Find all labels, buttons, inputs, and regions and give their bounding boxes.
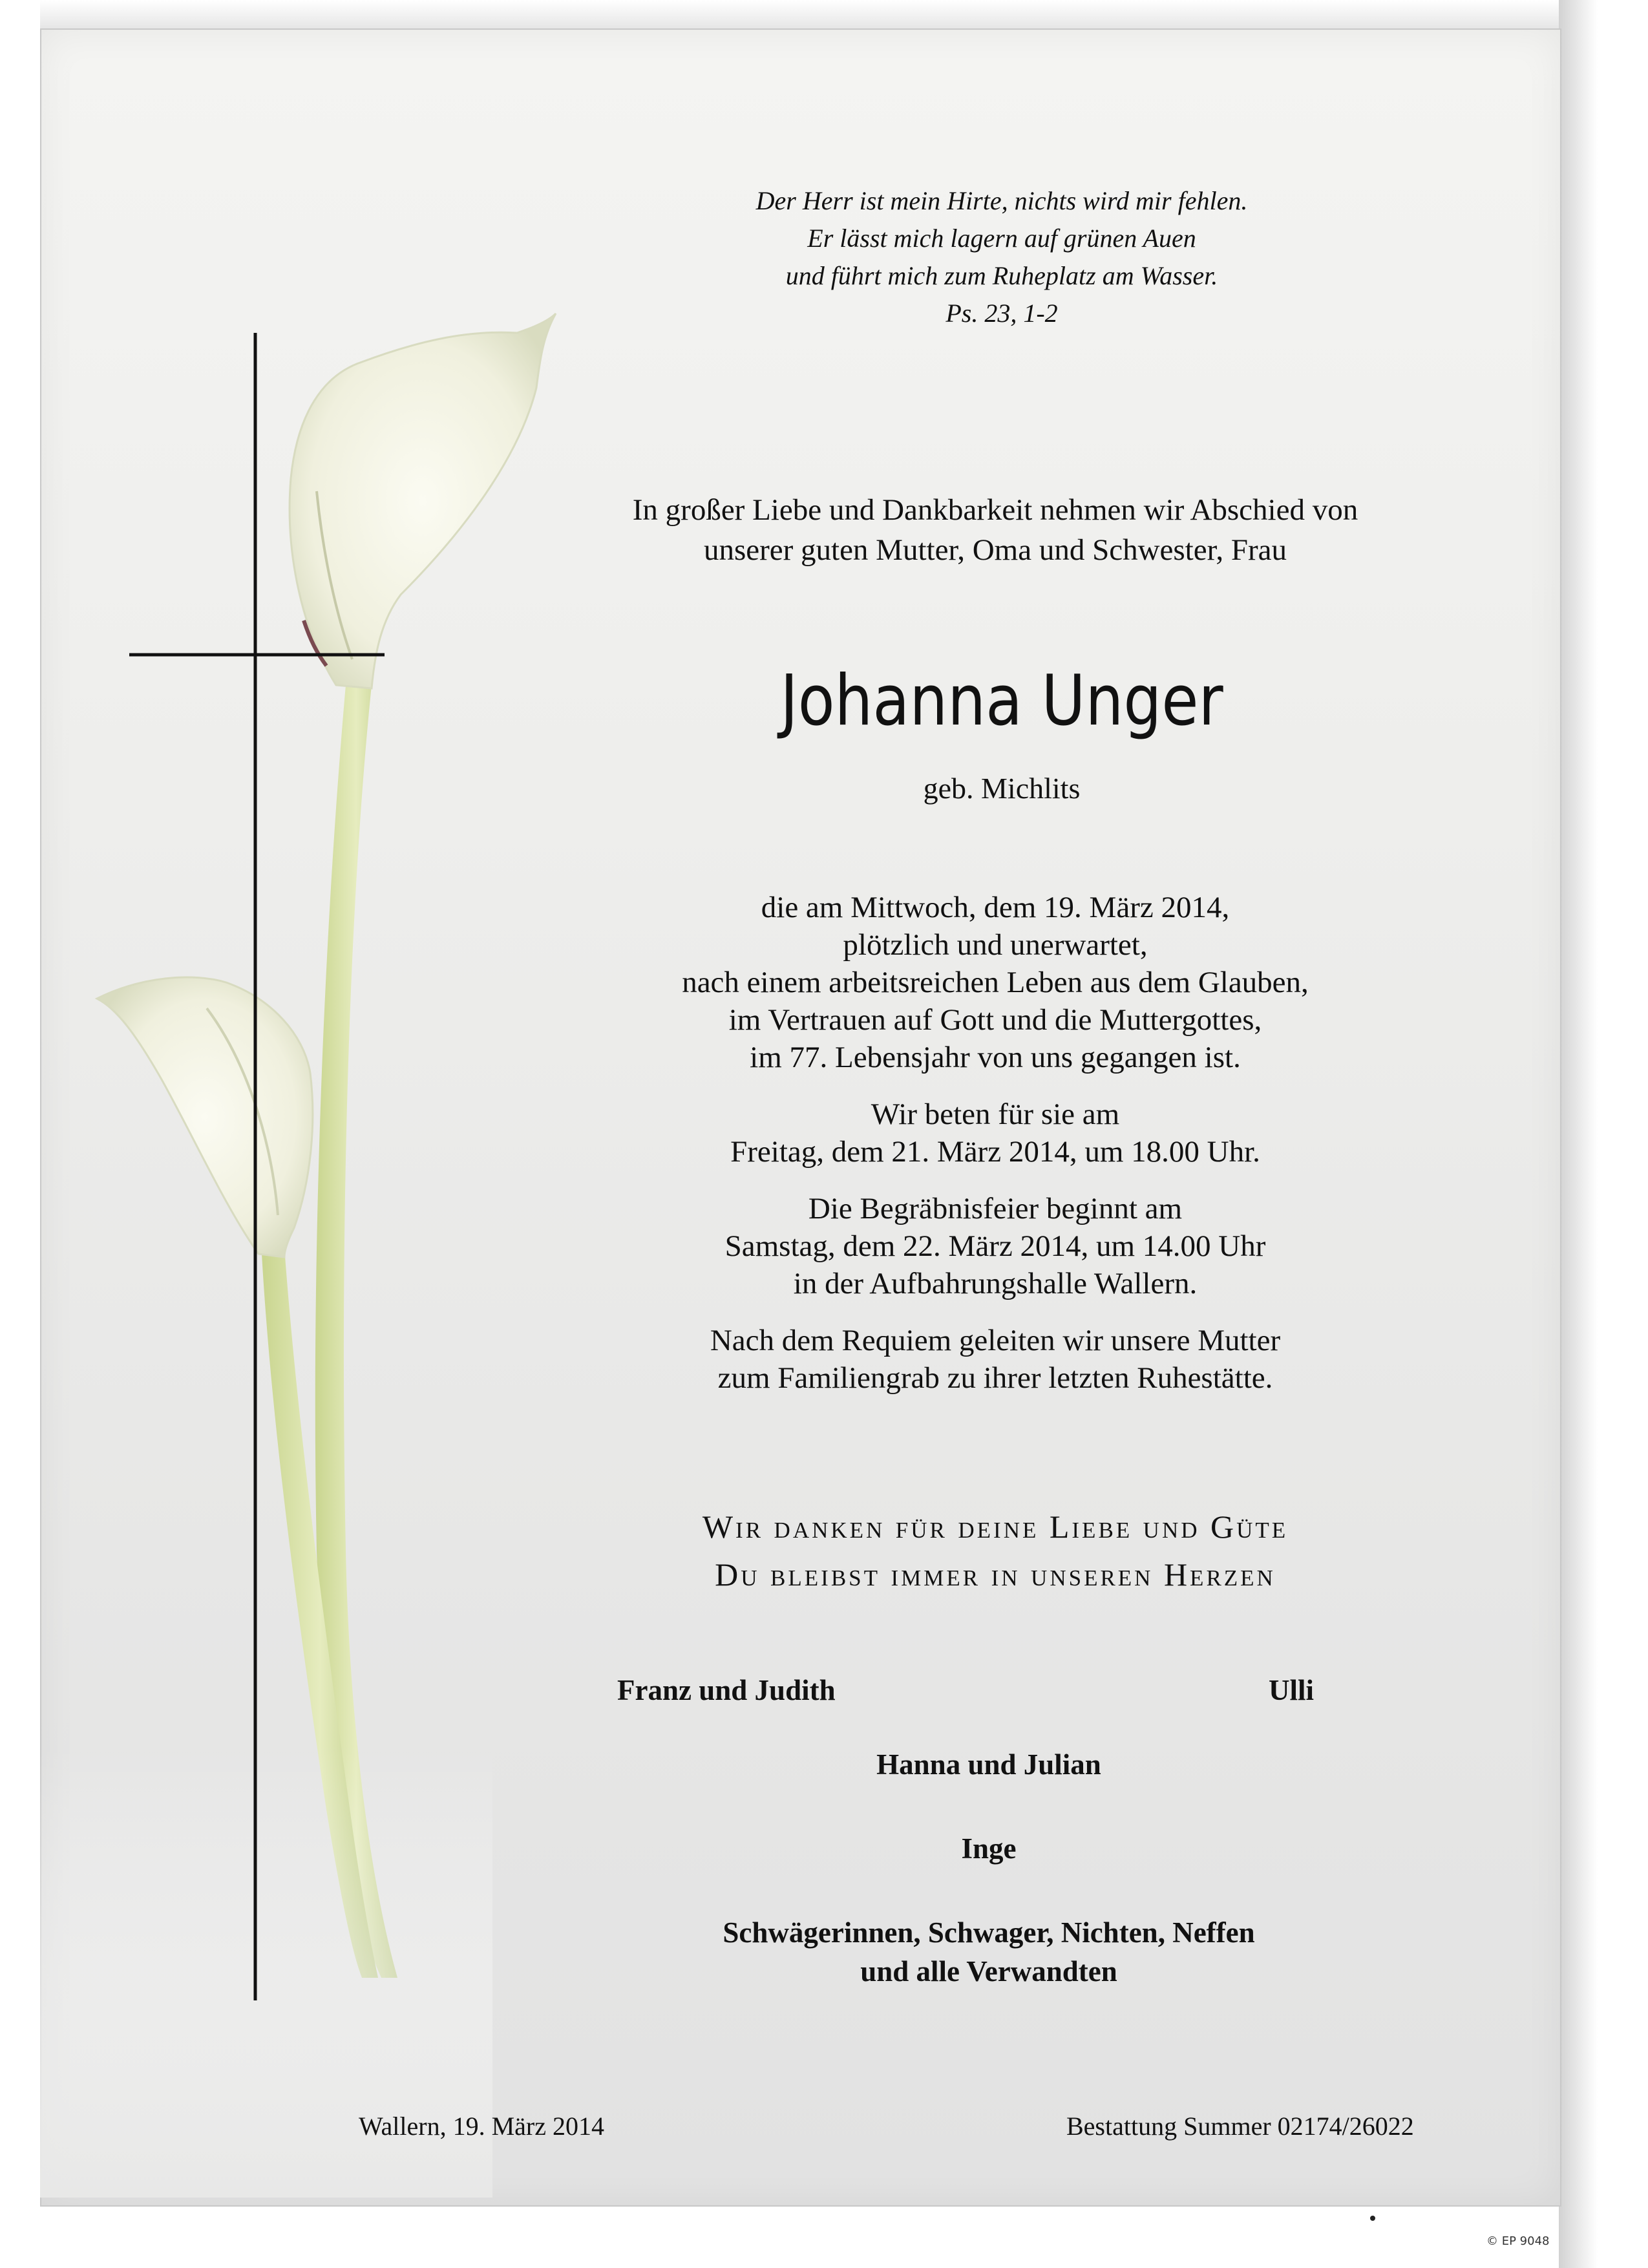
burial-line: Nach dem Requiem geleiten wir unsere Mutter [710,1324,1281,1357]
death-line: nach einem arbeitsreichen Leben aus dem Glauben, [682,966,1309,999]
mourner-right: Ulli [1269,1674,1315,1706]
intro-line: In großer Liebe und Dankbarkeit nehmen wir Abschied von [632,493,1358,527]
motto-line: Wir danken für deine Liebe und Güte [702,1509,1289,1545]
burial-line: zum Familiengrab zu ihrer letzten Ruhestätte. [717,1361,1273,1395]
psalm-reference: Ps. 23, 1-2 [945,299,1058,328]
copyright-notice: © EP 9048 [1486,2234,1550,2248]
mourner-second: Hanna und Julian [876,1748,1101,1781]
death-line: die am Mittwoch, dem 19. März 2014, [761,891,1230,924]
memorial-motto [504,1503,1486,1598]
mourner-left: Franz und Judith [617,1674,836,1706]
undertaker-contact: Bestattung Summer 02174/26022 [1066,2112,1414,2141]
funeral-line: Die Begräbnisfeier beginnt am [808,1192,1183,1225]
psalm-line: Der Herr ist mein Hirte, nichts wird mir fehlen. [755,186,1248,215]
psalm-line: und führt mich zum Ruheplatz am Wasser. [785,261,1218,290]
psalm-line: Er lässt mich lagern auf grünen Auen [807,224,1196,253]
intro-line: unserer guten Mutter, Oma und Schwester, Frau [703,533,1287,567]
motto-line: Du bleibst immer in unseren Herzen [715,1556,1276,1593]
small-lily-flower [97,977,313,1257]
birth-name: geb. Michlits [923,772,1081,805]
scan-speck [1370,2216,1375,2221]
funeral-line: in der Aufbahrungshalle Wallern. [793,1267,1198,1300]
prayer-line: Freitag, dem 21. März 2014, um 18.00 Uhr. [730,1135,1260,1169]
psalm-quote [582,182,1422,332]
death-line: plötzlich und unerwartet, [843,928,1148,962]
deceased-name: Johanna Unger [780,661,1223,741]
mourner-relatives [633,1913,1344,1991]
relatives-line: Schwägerinnen, Schwager, Nichten, Neffen [723,1916,1255,1949]
farewell-intro [504,490,1486,570]
funeral-line: Samstag, dem 22. März 2014, um 14.00 Uhr [724,1229,1266,1263]
death-line: im 77. Lebensjahr von uns gegangen ist. [750,1041,1241,1074]
prayer-line: Wir beten für sie am [871,1097,1120,1131]
death-line: im Vertrauen auf Gott und die Muttergottes, [728,1003,1262,1037]
place-and-date: Wallern, 19. März 2014 [359,2112,604,2141]
death-details [504,889,1486,1397]
relatives-line: und alle Verwandten [860,1955,1117,1987]
mourner-third: Inge [961,1832,1017,1865]
